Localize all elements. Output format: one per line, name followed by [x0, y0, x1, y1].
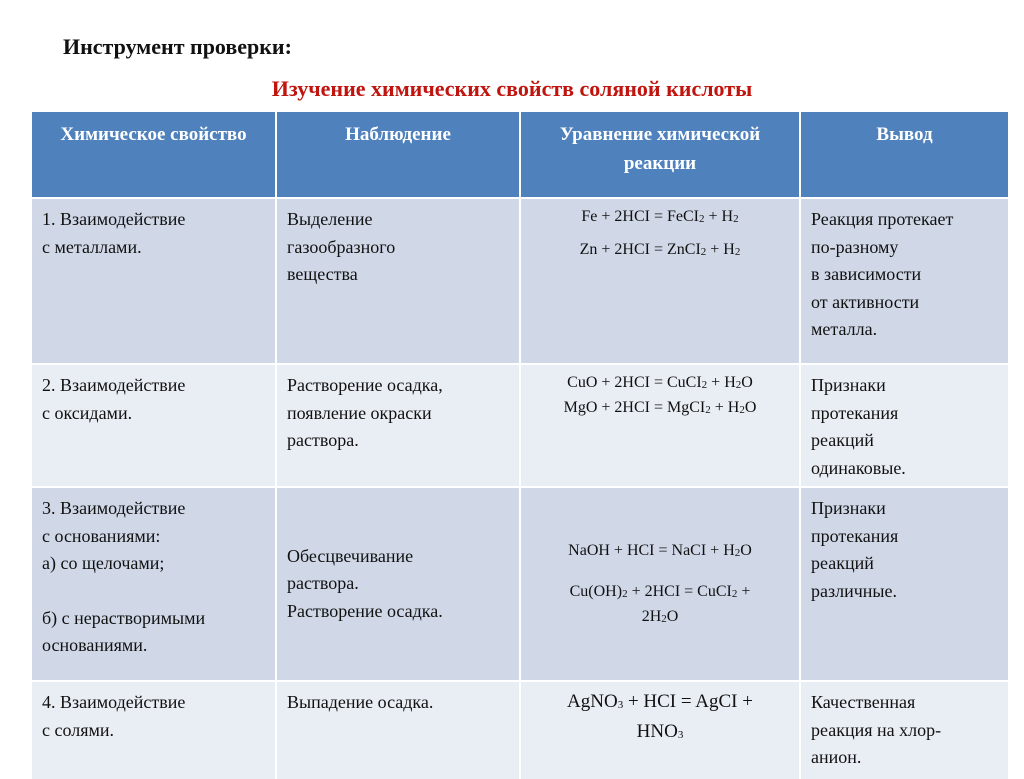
cell-observation: Растворение осадка, появление окраски раствора.: [276, 364, 520, 487]
cell-equation: [520, 681, 800, 779]
table-row: [32, 681, 1008, 779]
equation-line: Fe + 2HCI = FeCI$_2$ + $H_2$: [581, 208, 739, 225]
cell-conclusion: Реакция протекает по-разному в зависимости от активности металла.: [800, 198, 1008, 364]
header-equation: Уравнение химической реакции: [520, 112, 800, 198]
cell-property: 4. Взаимодействие с солями.: [32, 681, 276, 779]
equation-line: MgO + 2HCI = MgCI$_2$ + $H_2O$: [563, 399, 757, 416]
table-row: [32, 487, 1008, 681]
equation-line: $Cu(OH)_2 + 2HCI$ = CuCI$_2$ +: [569, 582, 751, 600]
cell-equation: [520, 487, 800, 681]
header-observation: Наблюдение: [276, 112, 520, 198]
cell-conclusion: Признаки протекания реакций одинаковые.: [800, 364, 1008, 487]
table-row: [32, 198, 1008, 364]
equation-line: AgNO$_3$ + HCI = AgCI +: [567, 691, 753, 712]
cell-equation: [520, 364, 800, 487]
cell-conclusion: Признаки протекания реакций различные.: [800, 487, 1008, 681]
properties-table: [32, 112, 1008, 779]
cell-property: 2. Взаимодействие с оксидами.: [32, 364, 276, 487]
table-row: [32, 364, 1008, 487]
header-property: Химическое свойство: [32, 112, 276, 198]
equation-line: CuO + 2HCI = CuCI$_2$ + $H_2O$: [567, 374, 753, 391]
cell-observation: Обесцвечивание раствора. Растворение осадка.: [276, 487, 520, 681]
cell-property: 1. Взаимодействие с металлами.: [32, 198, 276, 364]
cell-observation: Выделение газообразного вещества: [276, 198, 520, 364]
equation-line: Zn + 2HCI = ZnCI$_2$ + $H_2$: [579, 241, 741, 258]
cell-conclusion: Качественная реакция на хлор- анион.: [800, 681, 1008, 779]
cell-property: 3. Взаимодействие с основаниями: а) со щелочами; б) с нерастворимыми основаниями.: [32, 487, 276, 681]
slide-title: Инструмент проверки:: [63, 34, 292, 59]
cell-observation: Выпадение осадка.: [276, 681, 520, 779]
cell-equation: [520, 198, 800, 364]
equation-line: NaOH + HCI = NaCI + $H_2O$: [568, 541, 752, 559]
equation-line: $2H_2O$: [641, 607, 679, 625]
slide-subtitle: Изучение химических свойств соляной кислоты: [271, 76, 753, 101]
header-conclusion: Вывод: [800, 112, 1008, 198]
table-header-row: [32, 112, 1008, 198]
equation-line: $HNO_3$: [636, 721, 684, 742]
